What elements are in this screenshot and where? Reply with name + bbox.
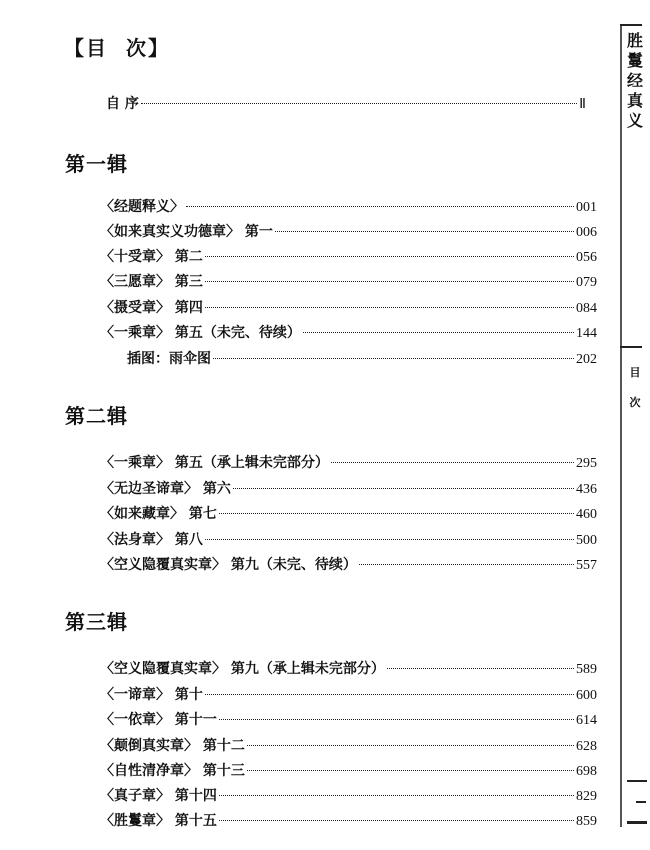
- page-number-mark: [636, 801, 646, 803]
- toc-entry[interactable]: [100, 737, 597, 756]
- book-title-char: 胜: [626, 31, 643, 50]
- page-mark-top: [627, 780, 647, 782]
- dot-leader: [219, 719, 574, 720]
- page-mark-bottom: [627, 821, 647, 824]
- toc-entry-title: 〈十受章〉 第二: [100, 249, 203, 265]
- toc-entry-title: 〈一谛章〉 第十: [100, 687, 203, 703]
- toc-entry[interactable]: [100, 787, 597, 806]
- section-heading: 第三辑: [65, 610, 128, 634]
- toc-entry-title: 〈经题释义〉: [100, 199, 184, 215]
- dot-leader: [359, 564, 574, 565]
- toc-entry-title: 〈自性清净章〉 第十三: [100, 763, 245, 779]
- toc-entry-title: 〈无边圣谛章〉 第六: [100, 481, 231, 497]
- toc-entry-title: 〈一依章〉 第十一: [100, 712, 217, 728]
- book-title-char: 真: [626, 91, 643, 110]
- section-label-char: 次: [629, 396, 641, 409]
- page-title: [64, 32, 170, 61]
- toc-entry[interactable]: [100, 556, 597, 575]
- dot-leader: [247, 745, 574, 746]
- toc-entry-title: 〈如来藏章〉 第七: [100, 506, 217, 522]
- dot-leader: [205, 281, 574, 282]
- dot-leader: [186, 206, 574, 207]
- margin-rule: [620, 24, 622, 827]
- toc-entry-page: 589: [576, 662, 597, 677]
- toc-entry[interactable]: [100, 198, 597, 217]
- dot-leader: [331, 462, 574, 463]
- toc-entry-title: 〈法身章〉 第八: [100, 532, 203, 548]
- dot-leader: [205, 307, 574, 308]
- dot-leader: [205, 694, 574, 695]
- title-open: 【目: [64, 36, 108, 60]
- toc-entry-page: 001: [576, 200, 597, 215]
- section-heading: 第一辑: [65, 152, 128, 176]
- toc-entry-illustration[interactable]: [127, 350, 597, 369]
- dot-leader: [275, 231, 574, 232]
- section-label-char: 目: [629, 366, 641, 379]
- dot-leader: [205, 539, 574, 540]
- toc-entry-title: 〈一乘章〉 第五（未完、待续）: [100, 325, 301, 341]
- title-close: 次】: [126, 36, 170, 60]
- dot-leader: [219, 820, 574, 821]
- toc-entry-page: 628: [576, 739, 597, 754]
- book-title-char: 经: [626, 71, 643, 90]
- running-book-title: [625, 31, 645, 131]
- dot-leader: [219, 513, 574, 514]
- toc-entry[interactable]: [100, 762, 597, 781]
- toc-entry-page: 202: [576, 352, 597, 367]
- dot-leader: [219, 795, 574, 796]
- toc-entry-page: 829: [576, 789, 597, 804]
- toc-entry-page: 500: [576, 533, 597, 548]
- toc-entry-page: 084: [576, 301, 597, 316]
- section-heading: 第二辑: [65, 404, 128, 428]
- toc-entry-page: Ⅱ: [579, 97, 586, 112]
- toc-entry[interactable]: [100, 273, 597, 292]
- toc-entry-title: 〈空义隐覆真实章〉 第九（承上辑未完部分）: [100, 661, 385, 677]
- toc-entry-title: 〈三愿章〉 第三: [100, 274, 203, 290]
- toc-entry[interactable]: [100, 505, 597, 524]
- toc-entry[interactable]: [100, 248, 597, 267]
- toc-entry-page: 056: [576, 250, 597, 265]
- toc-entry-page: 614: [576, 713, 597, 728]
- toc-entry-page: 144: [576, 326, 597, 341]
- toc-entry[interactable]: [100, 711, 597, 730]
- running-section-label: [627, 358, 643, 418]
- book-title-char: 义: [626, 111, 643, 130]
- dot-leader: [213, 358, 574, 359]
- toc-entry-title: 〈胜鬘章〉 第十五: [100, 813, 217, 829]
- toc-entry-page: 600: [576, 688, 597, 703]
- margin-rule-top: [620, 24, 642, 26]
- dot-leader: [141, 103, 577, 104]
- toc-entry[interactable]: [100, 686, 597, 705]
- toc-entry-title: 〈摄受章〉 第四: [100, 300, 203, 316]
- toc-entry-title: 自 序: [106, 96, 139, 112]
- toc-entry[interactable]: [100, 223, 597, 242]
- toc-entry-title: 插图：雨伞图: [127, 351, 211, 367]
- toc-entry-page: 698: [576, 764, 597, 779]
- toc-entry[interactable]: [100, 454, 597, 473]
- toc-entry[interactable]: [100, 324, 597, 343]
- dot-leader: [303, 332, 574, 333]
- toc-entry[interactable]: [100, 812, 597, 831]
- toc-entry-title: 〈一乘章〉 第五（承上辑未完部分）: [100, 455, 329, 471]
- toc-entry-title: 〈真子章〉 第十四: [100, 788, 217, 804]
- toc-entry-page: 295: [576, 456, 597, 471]
- dot-leader: [233, 488, 574, 489]
- toc-entry-title: 〈如来真实义功德章〉 第一: [100, 224, 273, 240]
- toc-entry-page: 436: [576, 482, 597, 497]
- toc-entry[interactable]: [100, 299, 597, 318]
- toc-entry[interactable]: [100, 660, 597, 679]
- dot-leader: [247, 770, 574, 771]
- margin-rule-mid: [620, 346, 642, 348]
- toc-entry-page: 460: [576, 507, 597, 522]
- toc-entry-preface[interactable]: [106, 95, 586, 114]
- toc-entry-page: 557: [576, 558, 597, 573]
- toc-entry-title: 〈空义隐覆真实章〉 第九（未完、待续）: [100, 557, 357, 573]
- dot-leader: [205, 256, 574, 257]
- toc-entry-page: 079: [576, 275, 597, 290]
- dot-leader: [387, 668, 574, 669]
- toc-entry-page: 859: [576, 814, 597, 829]
- toc-entry-page: 006: [576, 225, 597, 240]
- toc-entry[interactable]: [100, 531, 597, 550]
- book-title-char: 鬘: [626, 51, 643, 70]
- toc-entry-title: 〈颠倒真实章〉 第十二: [100, 738, 245, 754]
- toc-entry[interactable]: [100, 480, 597, 499]
